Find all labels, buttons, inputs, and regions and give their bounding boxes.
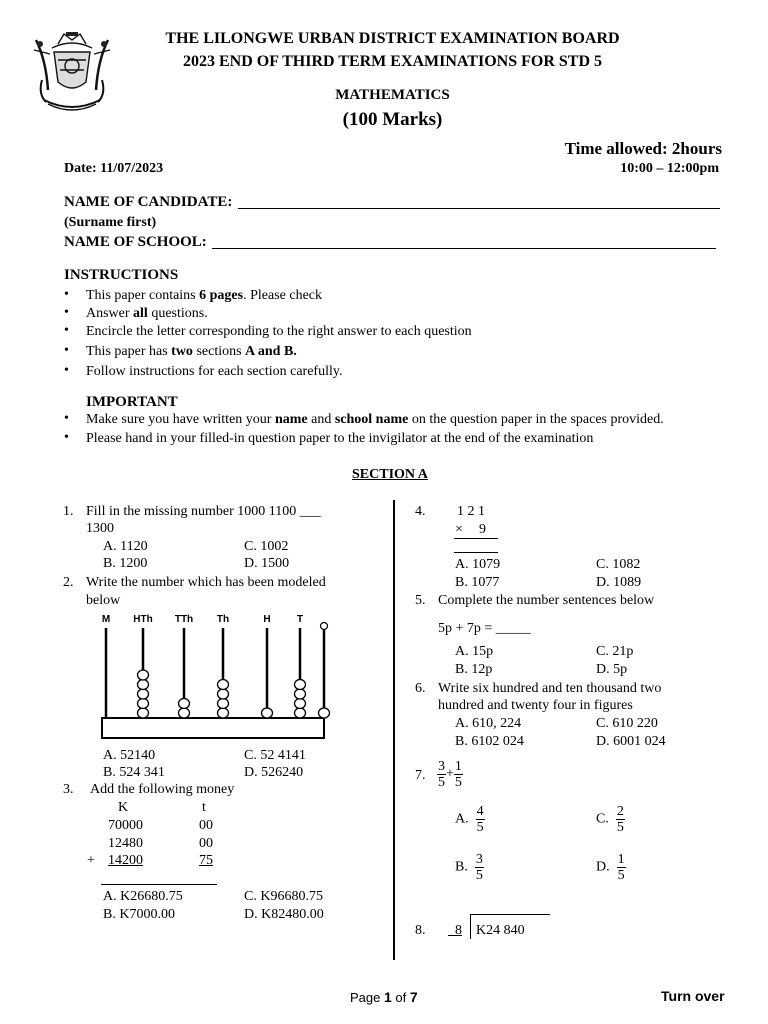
answer-option-b[interactable]: B. 1077 [455, 575, 500, 590]
fraction: $\frac{1}{5}$ [454, 759, 462, 790]
candidate-name-field[interactable] [238, 208, 720, 209]
money-kwacha: 12480 [108, 836, 143, 851]
answer-option-d[interactable]: D. 6001 024 [596, 734, 666, 749]
column-header-tambala: t [202, 800, 206, 815]
instructions-heading: INSTRUCTIONS [64, 267, 179, 283]
money-kwacha: 70000 [108, 818, 143, 833]
answer-option-b[interactable]: B. 1200 [103, 556, 148, 571]
question-text: Add the following money [90, 782, 235, 797]
question-number: 1. [63, 504, 74, 519]
answer-option-b[interactable]: B. 6102 024 [455, 734, 524, 749]
number-sentence: 5p + 7p = _____ [438, 621, 531, 636]
answer-option-c[interactable]: C. $\frac{2}{5}$ [596, 804, 624, 835]
abacus-label: M [101, 614, 111, 625]
question-number: 5. [415, 593, 426, 608]
answer-option-a[interactable]: A. 52140 [103, 748, 156, 763]
answer-option-a[interactable]: A. 610, 224 [455, 716, 522, 731]
abacus-label: T [296, 614, 304, 625]
answer-option-d[interactable]: D. 5p [596, 662, 628, 677]
abacus-label: TTh [174, 614, 194, 625]
abacus-bead [179, 708, 190, 718]
fraction: $\frac{3}{5}$ [438, 759, 445, 790]
answer-option-d[interactable]: D. $\frac{1}{5}$ [596, 852, 625, 883]
answer-option-c[interactable]: C. K96680.75 [244, 889, 323, 904]
coat-of-arms-logo [28, 30, 116, 114]
section-title: SECTION A [352, 467, 428, 482]
question-number: 3. [63, 782, 74, 797]
question-text: Fill in the missing number 1000 1100 ___ [86, 504, 321, 519]
abacus-bead [138, 699, 149, 709]
question-text: Complete the number sentences below [438, 593, 655, 608]
turn-over-note: Turn over [661, 988, 725, 1004]
answer-option-c[interactable]: C. 1082 [596, 557, 641, 572]
answer-option-b[interactable]: B. K7000.00 [103, 907, 175, 922]
answer-line [454, 552, 498, 553]
marks-title: (100 Marks) [342, 109, 443, 130]
fraction-expression: $\frac{3}{5}$ + $\frac{1}{5}$ [438, 759, 462, 790]
answer-option-d[interactable]: D. 1500 [244, 556, 290, 571]
answer-option-d[interactable]: D. K82480.00 [244, 907, 324, 922]
answer-option-c[interactable]: C. 52 4141 [244, 748, 306, 763]
multiplier: 9 [479, 522, 486, 537]
abacus-base [102, 718, 324, 738]
money-kwacha: 14200 [108, 853, 143, 868]
times-sign: × [455, 522, 463, 537]
abacus-bead [218, 680, 229, 690]
abacus-bead [295, 708, 306, 718]
multiplicand: 1 2 1 [457, 504, 485, 519]
exam-time-range: 10:00 – 12:00pm [620, 161, 719, 176]
abacus-bead [138, 689, 149, 699]
abacus-bead [295, 680, 306, 690]
abacus-diagram [96, 614, 336, 742]
answer-option-a[interactable]: A. $\frac{4}{5}$ [455, 804, 484, 835]
abacus-bead [295, 689, 306, 699]
abacus-bead [295, 699, 306, 709]
answer-option-c[interactable]: C. 610 220 [596, 716, 658, 731]
answer-option-b[interactable]: B. $\frac{3}{5}$ [455, 852, 483, 883]
question-text: below [86, 593, 121, 608]
abacus-label: H [263, 614, 271, 625]
school-name-label: NAME OF SCHOOL: [64, 234, 207, 250]
abacus-bead [218, 689, 229, 699]
abacus-bead [179, 699, 190, 709]
surname-note: (Surname first) [64, 215, 157, 230]
abacus-bead [319, 708, 330, 718]
question-number: 4. [415, 504, 426, 519]
column-divider [393, 500, 395, 960]
school-name-field[interactable] [212, 248, 716, 249]
working-line [454, 538, 498, 539]
abacus-label: Th [216, 614, 230, 625]
divisor: 8 [455, 923, 462, 938]
answer-option-d[interactable]: D. 526240 [244, 765, 304, 780]
page-indicator: Page 1 of 7 [350, 989, 418, 1005]
answer-option-d[interactable]: D. 1089 [596, 575, 642, 590]
exam-title: 2023 END OF THIRD TERM EXAMINATIONS FOR STD 5 [182, 53, 602, 70]
answer-option-b[interactable]: B. 524 341 [103, 765, 165, 780]
question-text: Write the number which has been modeled [86, 575, 326, 590]
abacus-bead [138, 670, 149, 680]
question-text: 1300 [86, 521, 114, 536]
question-text: hundred and twenty four in figures [438, 698, 633, 713]
board-title: THE LILONGWE URBAN DISTRICT EXAMINATION BOARD [165, 30, 620, 47]
answer-option-a[interactable]: A. 1079 [455, 557, 501, 572]
answer-option-b[interactable]: B. 12p [455, 662, 493, 677]
important-heading: IMPORTANT [86, 394, 178, 410]
abacus-bead [138, 680, 149, 690]
sum-line [101, 884, 217, 885]
abacus-label-ones [321, 623, 328, 630]
subject-title: MATHEMATICS [335, 87, 450, 103]
money-tambala: 00 [199, 836, 213, 851]
question-number: 2. [63, 575, 74, 590]
column-header-kwacha: K [118, 800, 129, 815]
question-number: 8. [415, 923, 426, 938]
exam-date: Date: 11/07/2023 [64, 161, 164, 176]
plus-sign: + [87, 853, 95, 868]
abacus-bead [218, 708, 229, 718]
answer-option-a[interactable]: A. 15p [455, 644, 494, 659]
question-number: 6. [415, 681, 426, 696]
answer-option-c[interactable]: C. 1002 [244, 539, 289, 554]
dividend: K24 840 [476, 923, 525, 938]
question-text: Write six hundred and ten thousand two [438, 681, 662, 696]
answer-option-a[interactable]: A. 1120 [103, 539, 148, 554]
answer-option-a[interactable]: A. K26680.75 [103, 889, 183, 904]
money-tambala: 75 [199, 853, 213, 868]
abacus-bead [138, 708, 149, 718]
candidate-name-label: NAME OF CANDIDATE: [64, 194, 233, 210]
question-number: 7. [415, 768, 426, 783]
time-allowed: Time allowed: 2hours [564, 139, 722, 158]
abacus-bead [262, 708, 273, 718]
answer-option-c[interactable]: C. 21p [596, 644, 634, 659]
money-tambala: 00 [199, 818, 213, 833]
abacus-bead [218, 699, 229, 709]
abacus-label: HTh [133, 614, 153, 625]
